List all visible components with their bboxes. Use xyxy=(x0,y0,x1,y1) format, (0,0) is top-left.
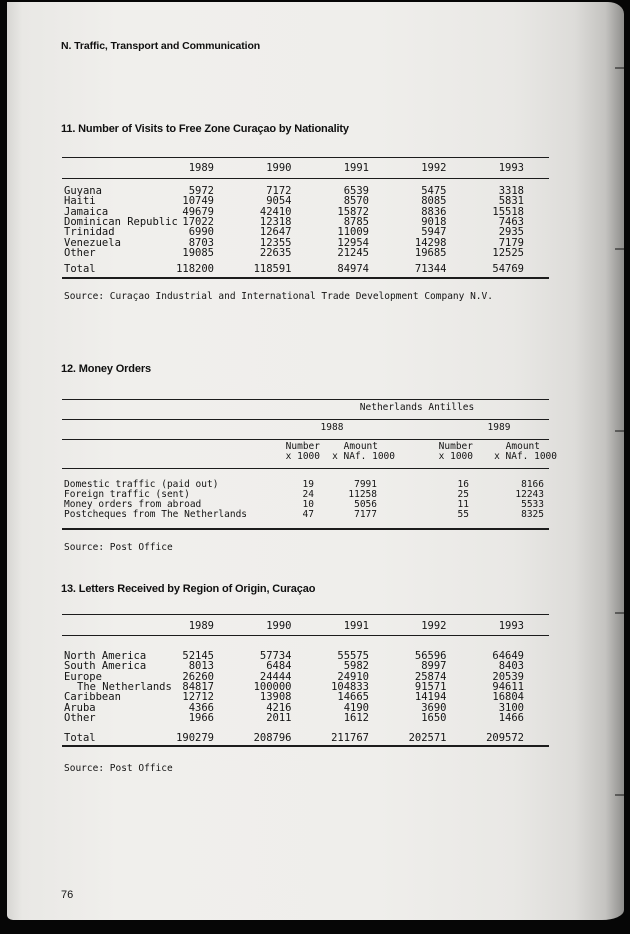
column-header-line2: x NAf. 1000 xyxy=(332,451,395,462)
cell: 16 xyxy=(457,479,469,490)
table11-year-row xyxy=(62,163,549,174)
row-label: Money orders from abroad xyxy=(64,499,202,510)
cell: 8325 xyxy=(521,509,544,520)
cell: 24 xyxy=(302,489,314,500)
cell: 5533 xyxy=(521,499,544,510)
cell: 7463 xyxy=(498,216,524,228)
cell: 22635 xyxy=(259,247,292,259)
cell: 7991 xyxy=(354,479,377,490)
cell: 52145 xyxy=(182,650,214,662)
source-note: Source: Curaçao Industrial and International Trade Development Company N.V. xyxy=(64,291,493,302)
cell: 5831 xyxy=(498,195,524,207)
source-note: Source: Post Office xyxy=(64,763,173,774)
column-header-line1: Number xyxy=(438,441,473,452)
row-label: Guyana xyxy=(64,185,102,197)
cell: 20539 xyxy=(492,671,524,683)
table-rule xyxy=(62,635,549,636)
cell: 8403 xyxy=(498,660,524,672)
cell: 5056 xyxy=(354,499,377,510)
edge-tick xyxy=(615,612,624,614)
row-label: Foreign traffic (sent) xyxy=(64,489,190,500)
row-label: Europe xyxy=(64,671,102,683)
cell: 2935 xyxy=(498,226,524,238)
cell: 8785 xyxy=(343,216,369,228)
cell: 2011 xyxy=(266,712,292,724)
column-header-line2: x NAf. 1000 xyxy=(494,451,557,462)
cell: 12355 xyxy=(259,237,292,249)
cell: 21245 xyxy=(337,247,369,259)
table-rule xyxy=(62,157,549,158)
group-header: Netherlands Antilles xyxy=(359,402,475,413)
row-label: Caribbean xyxy=(64,691,121,703)
table-rule xyxy=(62,419,549,420)
cell: 24444 xyxy=(259,671,292,683)
cell: 55 xyxy=(457,509,469,520)
cell: 8836 xyxy=(421,206,447,218)
cell: 9018 xyxy=(421,216,447,228)
table-rule xyxy=(62,178,549,179)
row-label: Postcheques from The Netherlands xyxy=(64,509,248,520)
cell: 10 xyxy=(302,499,314,510)
table-row xyxy=(62,248,549,259)
cell: 8703 xyxy=(188,237,214,249)
cell: 3318 xyxy=(498,185,524,197)
cell: 71344 xyxy=(414,263,447,275)
cell: 15518 xyxy=(492,206,524,218)
cell: 211767 xyxy=(331,732,369,744)
row-label: Aruba xyxy=(64,702,96,714)
cell: 13908 xyxy=(259,691,292,703)
row-label: The Netherlands xyxy=(77,681,172,693)
cell: 8997 xyxy=(421,660,447,672)
table-rule xyxy=(62,528,549,530)
cell: 56596 xyxy=(414,650,447,662)
table13-title: 13. Letters Received by Region of Origin, Curaçao xyxy=(61,583,316,595)
cell: 1466 xyxy=(498,712,524,724)
row-label: Other xyxy=(64,712,96,724)
cell: 25874 xyxy=(414,671,447,683)
year-header: 1992 xyxy=(421,162,447,174)
row-label: Other xyxy=(64,247,96,259)
cell: 84817 xyxy=(182,681,214,693)
cell: 17022 xyxy=(182,216,214,228)
year-header: 1992 xyxy=(421,620,447,632)
table-row xyxy=(62,227,549,238)
cell: 10749 xyxy=(182,195,214,207)
year-header: 1990 xyxy=(266,162,292,174)
table-row xyxy=(62,661,549,672)
table12-column-headers xyxy=(62,441,557,462)
table12-title: 12. Money Orders xyxy=(61,363,151,375)
table-rule xyxy=(62,277,549,279)
table-rule xyxy=(62,468,549,469)
page-number: 76 xyxy=(61,889,74,901)
cell: 6539 xyxy=(343,185,369,197)
cell: 19085 xyxy=(182,247,214,259)
column-header-line1: Amount xyxy=(343,441,378,452)
cell: 19 xyxy=(302,479,314,490)
table-rule xyxy=(62,614,549,615)
column-header-line1: Amount xyxy=(505,441,540,452)
cell: 209572 xyxy=(486,732,524,744)
year-header: 1988 xyxy=(320,422,344,433)
row-label: South America xyxy=(64,660,147,672)
year-header: 1989 xyxy=(188,162,214,174)
year-header: 1989 xyxy=(188,620,214,632)
table-row xyxy=(62,692,549,703)
cell: 19685 xyxy=(414,247,447,259)
edge-tick xyxy=(615,67,624,69)
table-rule xyxy=(62,399,549,400)
cell: 5982 xyxy=(343,660,369,672)
page-surface xyxy=(7,2,624,920)
column-header xyxy=(62,442,320,462)
cell: 3100 xyxy=(498,702,524,714)
cell: 15872 xyxy=(337,206,369,218)
cell: 11009 xyxy=(337,226,369,238)
year-header: 1991 xyxy=(343,620,369,632)
cell: 6484 xyxy=(266,660,292,672)
row-label: Jamaica xyxy=(64,206,109,218)
cell: 12647 xyxy=(259,226,292,238)
year-header: 1990 xyxy=(266,620,292,632)
year-header: 1991 xyxy=(343,162,369,174)
cell: 4190 xyxy=(343,702,369,714)
cell: 4216 xyxy=(266,702,292,714)
cell: 6990 xyxy=(188,226,214,238)
total-row xyxy=(62,264,549,275)
cell: 104833 xyxy=(331,681,369,693)
column-header-line2: x 1000 xyxy=(438,451,473,462)
cell: 8013 xyxy=(188,660,214,672)
cell: 4366 xyxy=(188,702,214,714)
cell: 26260 xyxy=(182,671,214,683)
row-label: North America xyxy=(64,650,147,662)
column-header xyxy=(320,442,395,462)
row-label: Dominican Republic xyxy=(64,216,178,228)
cell: 91571 xyxy=(414,681,447,693)
column-header xyxy=(395,442,473,462)
cell: 47 xyxy=(302,509,314,520)
cell: 12954 xyxy=(337,237,369,249)
cell: 94611 xyxy=(492,681,524,693)
cell: 54769 xyxy=(492,263,524,275)
edge-tick xyxy=(615,248,624,250)
cell: 57734 xyxy=(259,650,292,662)
cell: 11258 xyxy=(348,489,377,500)
column-header-line2: x 1000 xyxy=(285,451,320,462)
row-label: Total xyxy=(64,732,96,744)
cell: 24910 xyxy=(337,671,369,683)
table-rule xyxy=(62,745,549,747)
row-label: Domestic traffic (paid out) xyxy=(64,479,219,490)
cell: 55575 xyxy=(337,650,369,662)
cell: 5972 xyxy=(188,185,214,197)
cell: 190279 xyxy=(176,732,214,744)
cell: 14298 xyxy=(414,237,447,249)
cell: 12525 xyxy=(492,247,524,259)
row-label: Trinidad xyxy=(64,226,115,238)
cell: 14194 xyxy=(414,691,447,703)
cell: 7179 xyxy=(498,237,524,249)
cell: 7172 xyxy=(266,185,292,197)
cell: 64649 xyxy=(492,650,524,662)
cell: 16804 xyxy=(492,691,524,703)
cell: 100000 xyxy=(253,681,292,693)
cell: 9054 xyxy=(266,195,292,207)
source-note: Source: Post Office xyxy=(64,542,173,553)
edge-tick xyxy=(615,794,624,796)
cell: 49679 xyxy=(182,206,214,218)
cell: 12243 xyxy=(515,489,544,500)
cell: 1650 xyxy=(421,712,447,724)
cell: 8570 xyxy=(343,195,369,207)
table11-title: 11. Number of Visits to Free Zone Curaçao by Nationality xyxy=(61,123,349,135)
cell: 202571 xyxy=(408,732,447,744)
cell: 84974 xyxy=(337,263,369,275)
cell: 1612 xyxy=(343,712,369,724)
cell: 3690 xyxy=(421,702,447,714)
cell: 8085 xyxy=(421,195,447,207)
row-label: Venezuela xyxy=(64,237,121,249)
total-row xyxy=(62,733,549,744)
year-header: 1993 xyxy=(498,620,524,632)
section-header: N. Traffic, Transport and Communication xyxy=(61,40,261,52)
year-header: 1993 xyxy=(498,162,524,174)
column-header xyxy=(473,442,557,462)
cell: 118591 xyxy=(253,263,292,275)
column-header-line1: Number xyxy=(285,441,320,452)
cell: 7177 xyxy=(354,509,377,520)
cell: 5947 xyxy=(421,226,447,238)
cell: 12318 xyxy=(259,216,292,228)
cell: 25 xyxy=(457,489,469,500)
cell: 118200 xyxy=(176,263,214,275)
table-row xyxy=(62,196,549,207)
table-row xyxy=(62,510,549,520)
table13-year-row xyxy=(62,621,549,632)
table-row xyxy=(62,713,549,724)
cell: 1966 xyxy=(188,712,214,724)
cell: 42410 xyxy=(259,206,292,218)
year-header: 1989 xyxy=(487,422,511,433)
cell: 14665 xyxy=(337,691,369,703)
cell: 208796 xyxy=(253,732,292,744)
row-label: Haiti xyxy=(64,195,96,207)
cell: 11 xyxy=(457,499,469,510)
edge-tick xyxy=(615,430,624,432)
cell: 12712 xyxy=(182,691,214,703)
cell: 8166 xyxy=(521,479,544,490)
cell: 5475 xyxy=(421,185,447,197)
row-label: Total xyxy=(64,263,96,275)
